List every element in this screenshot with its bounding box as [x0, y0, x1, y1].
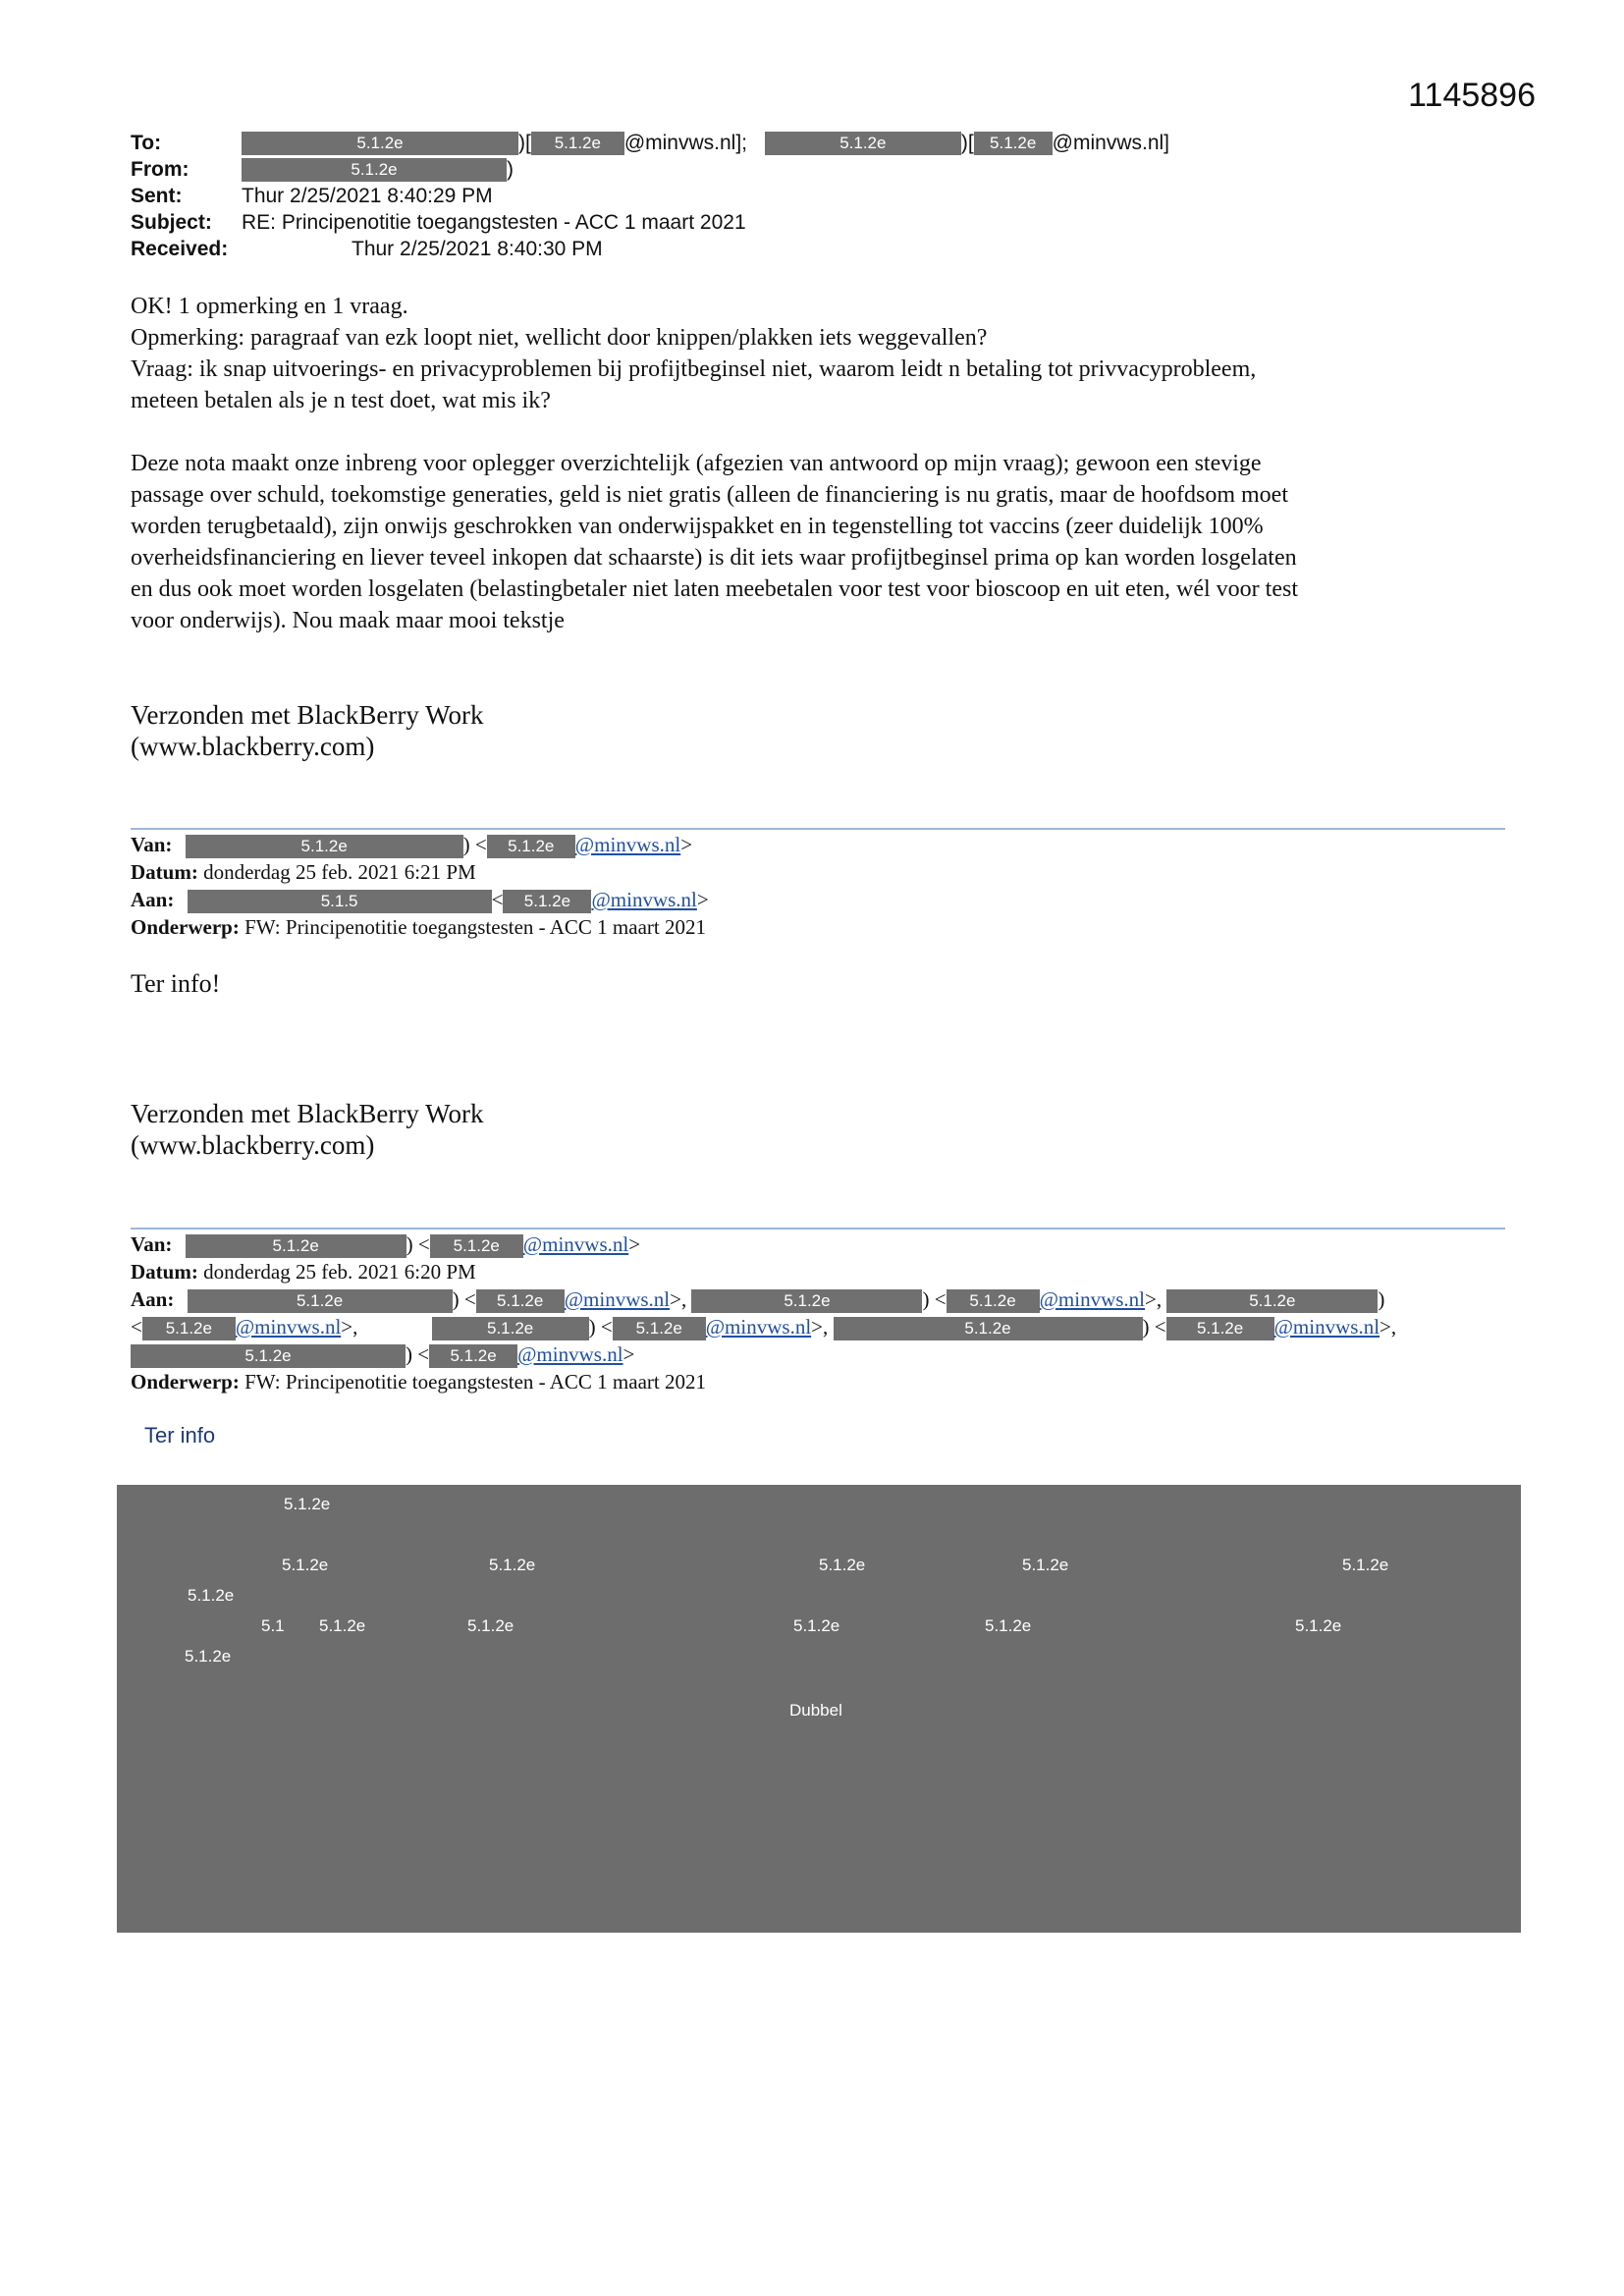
to-sep: )[ [518, 132, 531, 154]
to-value [242, 130, 1169, 156]
signature-line: (www.blackberry.com) [131, 1130, 375, 1160]
lt: ) < [462, 833, 487, 856]
redaction-box: 5.1.2e [503, 890, 591, 913]
to-row [131, 130, 1505, 156]
van-row [131, 831, 1505, 858]
redaction-box: 5.1.2e [531, 132, 624, 155]
redaction-label: 5.1.2e [319, 1616, 366, 1635]
subject-value: RE: Principenotitie toegangstesten - ACC 1 maart 2021 [242, 211, 746, 234]
datum-value: donderdag 25 feb. 2021 6:20 PM [203, 1260, 476, 1284]
redaction-label: 5.1.2e [284, 1495, 331, 1513]
signature-1 [131, 699, 483, 762]
datum-row [131, 858, 1505, 886]
from-label: From: [131, 158, 189, 181]
redaction-label: 5.1.2e [793, 1616, 840, 1635]
lt: ) < [922, 1287, 947, 1311]
body-line: passage over schuld, toekomstige generaties, geld is niet gratis (alleen de financiering is nu gratis, maar de hoofdsom moet [131, 482, 1288, 508]
datum-value: donderdag 25 feb. 2021 6:21 PM [203, 860, 476, 884]
divider [131, 828, 1505, 830]
redaction-box: 5.1.2e [476, 1289, 565, 1313]
van-row [131, 1230, 1505, 1258]
email-link[interactable]: @minvws.nl [705, 1315, 812, 1339]
van-label: Van: [131, 833, 173, 856]
redaction-label: 5.1.2e [819, 1556, 866, 1574]
redaction-box: 5.1.2e [765, 132, 961, 155]
redaction-box: 5.1.2e [131, 1344, 406, 1368]
email-link[interactable]: @minvws.nl [1039, 1287, 1145, 1311]
sent-row [131, 183, 1505, 209]
ter-info-text: Ter info! [131, 969, 221, 998]
datum-label: Datum: [131, 860, 198, 884]
redaction-box: 5.1.2e [487, 835, 575, 858]
datum-row [131, 1258, 1505, 1285]
signature-line: (www.blackberry.com) [131, 732, 375, 761]
body-line: Vraag: ik snap uitvoerings- en privacyproblemen bij profijtbeginsel niet, waarom leidt n betaling tot privvacyprobleem, [131, 356, 1257, 382]
forward-header-1 [131, 831, 1505, 941]
redaction-box: 5.1.2e [142, 1317, 236, 1340]
gt-comma: >, [811, 1315, 829, 1339]
from-value [242, 156, 514, 183]
redaction-box: 5.1.2e [691, 1289, 922, 1313]
divider [131, 1228, 1505, 1230]
gt-comma: >, [341, 1315, 358, 1339]
aan-label: Aan: [131, 1287, 175, 1311]
redaction-box: 5.1.2e [242, 158, 507, 182]
gt: > [628, 1232, 641, 1256]
signature-2 [131, 1098, 483, 1161]
redaction-label: 5.1.2e [1295, 1616, 1342, 1635]
redaction-label: 5.1.2e [282, 1556, 329, 1574]
lt: < [491, 888, 504, 911]
gt: > [680, 833, 693, 856]
body-line: meteen betalen als je n test doet, wat mis ik? [131, 388, 551, 413]
redaction-box: 5.1.2e [430, 1234, 523, 1258]
gt: > [696, 888, 709, 911]
onderwerp-row [131, 913, 1505, 941]
email-link[interactable]: @minvws.nl [574, 833, 681, 856]
redaction-box: 5.1.2e [186, 1234, 406, 1258]
received-label: Received: [131, 238, 229, 260]
onderwerp-value: FW: Principenotitie toegangstesten - ACC 1 maart 2021 [244, 915, 706, 939]
redaction-label: 5.1.2e [185, 1647, 232, 1666]
received-value: Thur 2/25/2021 8:40:30 PM [352, 238, 603, 260]
body-line: Opmerking: paragraaf van ezk loopt niet, wellicht door knippen/plakken iets weggevallen? [131, 325, 988, 351]
received-row [131, 236, 1505, 262]
from-row [131, 156, 1505, 183]
to-domain-1: @minvws.nl]; [623, 132, 747, 154]
email-link[interactable]: @minvws.nl [1273, 1315, 1380, 1339]
onderwerp-label: Onderwerp: [131, 915, 240, 939]
redaction-box: 5.1.5 [188, 890, 492, 913]
from-close: ) [507, 158, 514, 181]
redaction-label: 5.1.2e [1022, 1556, 1069, 1574]
redaction-label: 5.1.2e [489, 1556, 536, 1574]
forward-header-2 [131, 1230, 1505, 1395]
body-line: overheidsfinanciering en liever teveel inkopen dat schaarste) is dit iets waar profijtbeginsel prima op kan worden losgelaten [131, 545, 1297, 571]
body-line: worden terugbetaald), zijn onwijs geschrokken van onderwijspakket en in tegenstelling tot vaccins (zeer duidelijk 100% [131, 514, 1264, 539]
lt: ) < [406, 1342, 430, 1366]
van-label: Van: [131, 1232, 173, 1256]
redaction-box: 5.1.2e [188, 1289, 453, 1313]
sent-value: Thur 2/25/2021 8:40:29 PM [242, 185, 493, 207]
redaction-box: 5.1.2e [432, 1317, 589, 1340]
dubbel-label: Dubbel [789, 1701, 842, 1720]
body-line: Deze nota maakt onze inbreng voor oplegger overzichtelijk (afgezien van antwoord op mijn vraag); gewoon een stevige [131, 451, 1262, 476]
redacted-block [117, 1485, 1521, 1933]
aan-row-cont [131, 1340, 1505, 1368]
email-link[interactable]: @minvws.nl [517, 1342, 623, 1366]
gt-comma: >, [1380, 1315, 1397, 1339]
redaction-box: 5.1.2e [834, 1317, 1143, 1340]
datum-label: Datum: [131, 1260, 198, 1284]
body-line: OK! 1 opmerking en 1 vraag. [131, 294, 408, 319]
close: ) [1378, 1287, 1385, 1311]
aan-row-cont [131, 1313, 1505, 1340]
email-header [131, 130, 1505, 262]
gt: > [623, 1342, 635, 1366]
onderwerp-label: Onderwerp: [131, 1370, 240, 1394]
sent-label: Sent: [131, 185, 183, 207]
redaction-label: 5.1.2e [985, 1616, 1032, 1635]
lt: ) < [588, 1315, 613, 1339]
email-link[interactable]: @minvws.nl [235, 1315, 342, 1339]
subject-row [131, 209, 1505, 236]
redaction-label: 5.1 [261, 1616, 285, 1635]
to-label: To: [131, 132, 162, 154]
redaction-box: 5.1.2e [974, 132, 1053, 155]
email-body [131, 291, 1505, 636]
signature-line: Verzonden met BlackBerry Work [131, 700, 484, 730]
gt-comma: >, [1145, 1287, 1163, 1311]
email-link[interactable]: @minvws.nl [522, 1232, 629, 1256]
ter-info-text: Ter info [144, 1423, 216, 1448]
aan-row [131, 1285, 1505, 1313]
to-sep: )[ [960, 132, 974, 154]
subject-label: Subject: [131, 211, 212, 234]
redaction-label: 5.1.2e [188, 1586, 235, 1605]
aan-label: Aan: [131, 888, 175, 911]
redaction-box: 5.1.2e [242, 132, 518, 155]
email-link[interactable]: @minvws.nl [564, 1287, 671, 1311]
onderwerp-row [131, 1368, 1505, 1395]
email-link[interactable]: @minvws.nl [591, 888, 697, 911]
body-line: en dus ook moet worden losgelaten (belastingbetaler niet laten meebetalen voor test voor bioscoop en uit eten, wél voor test [131, 576, 1298, 602]
lt: ) < [1142, 1315, 1166, 1339]
lt: ) < [452, 1287, 476, 1311]
to-domain-2: @minvws.nl] [1052, 132, 1170, 154]
redaction-box: 5.1.2e [947, 1289, 1040, 1313]
signature-line: Verzonden met BlackBerry Work [131, 1099, 484, 1128]
redaction-label: 5.1.2e [467, 1616, 514, 1635]
redaction-box: 5.1.2e [1166, 1289, 1378, 1313]
document-number: 1145896 [1408, 77, 1536, 114]
body-line: voor onderwijs). Nou maak maar mooi tekstje [131, 608, 565, 633]
redaction-label: 5.1.2e [1342, 1556, 1389, 1574]
onderwerp-value: FW: Principenotitie toegangstesten - ACC 1 maart 2021 [244, 1370, 706, 1394]
gt-comma: >, [670, 1287, 687, 1311]
redaction-box: 5.1.2e [186, 835, 463, 858]
lt: ) < [406, 1232, 430, 1256]
aan-row [131, 886, 1505, 913]
redaction-box: 5.1.2e [1166, 1317, 1274, 1340]
redaction-box: 5.1.2e [613, 1317, 706, 1340]
redaction-box: 5.1.2e [429, 1344, 517, 1368]
lt: < [131, 1315, 142, 1339]
